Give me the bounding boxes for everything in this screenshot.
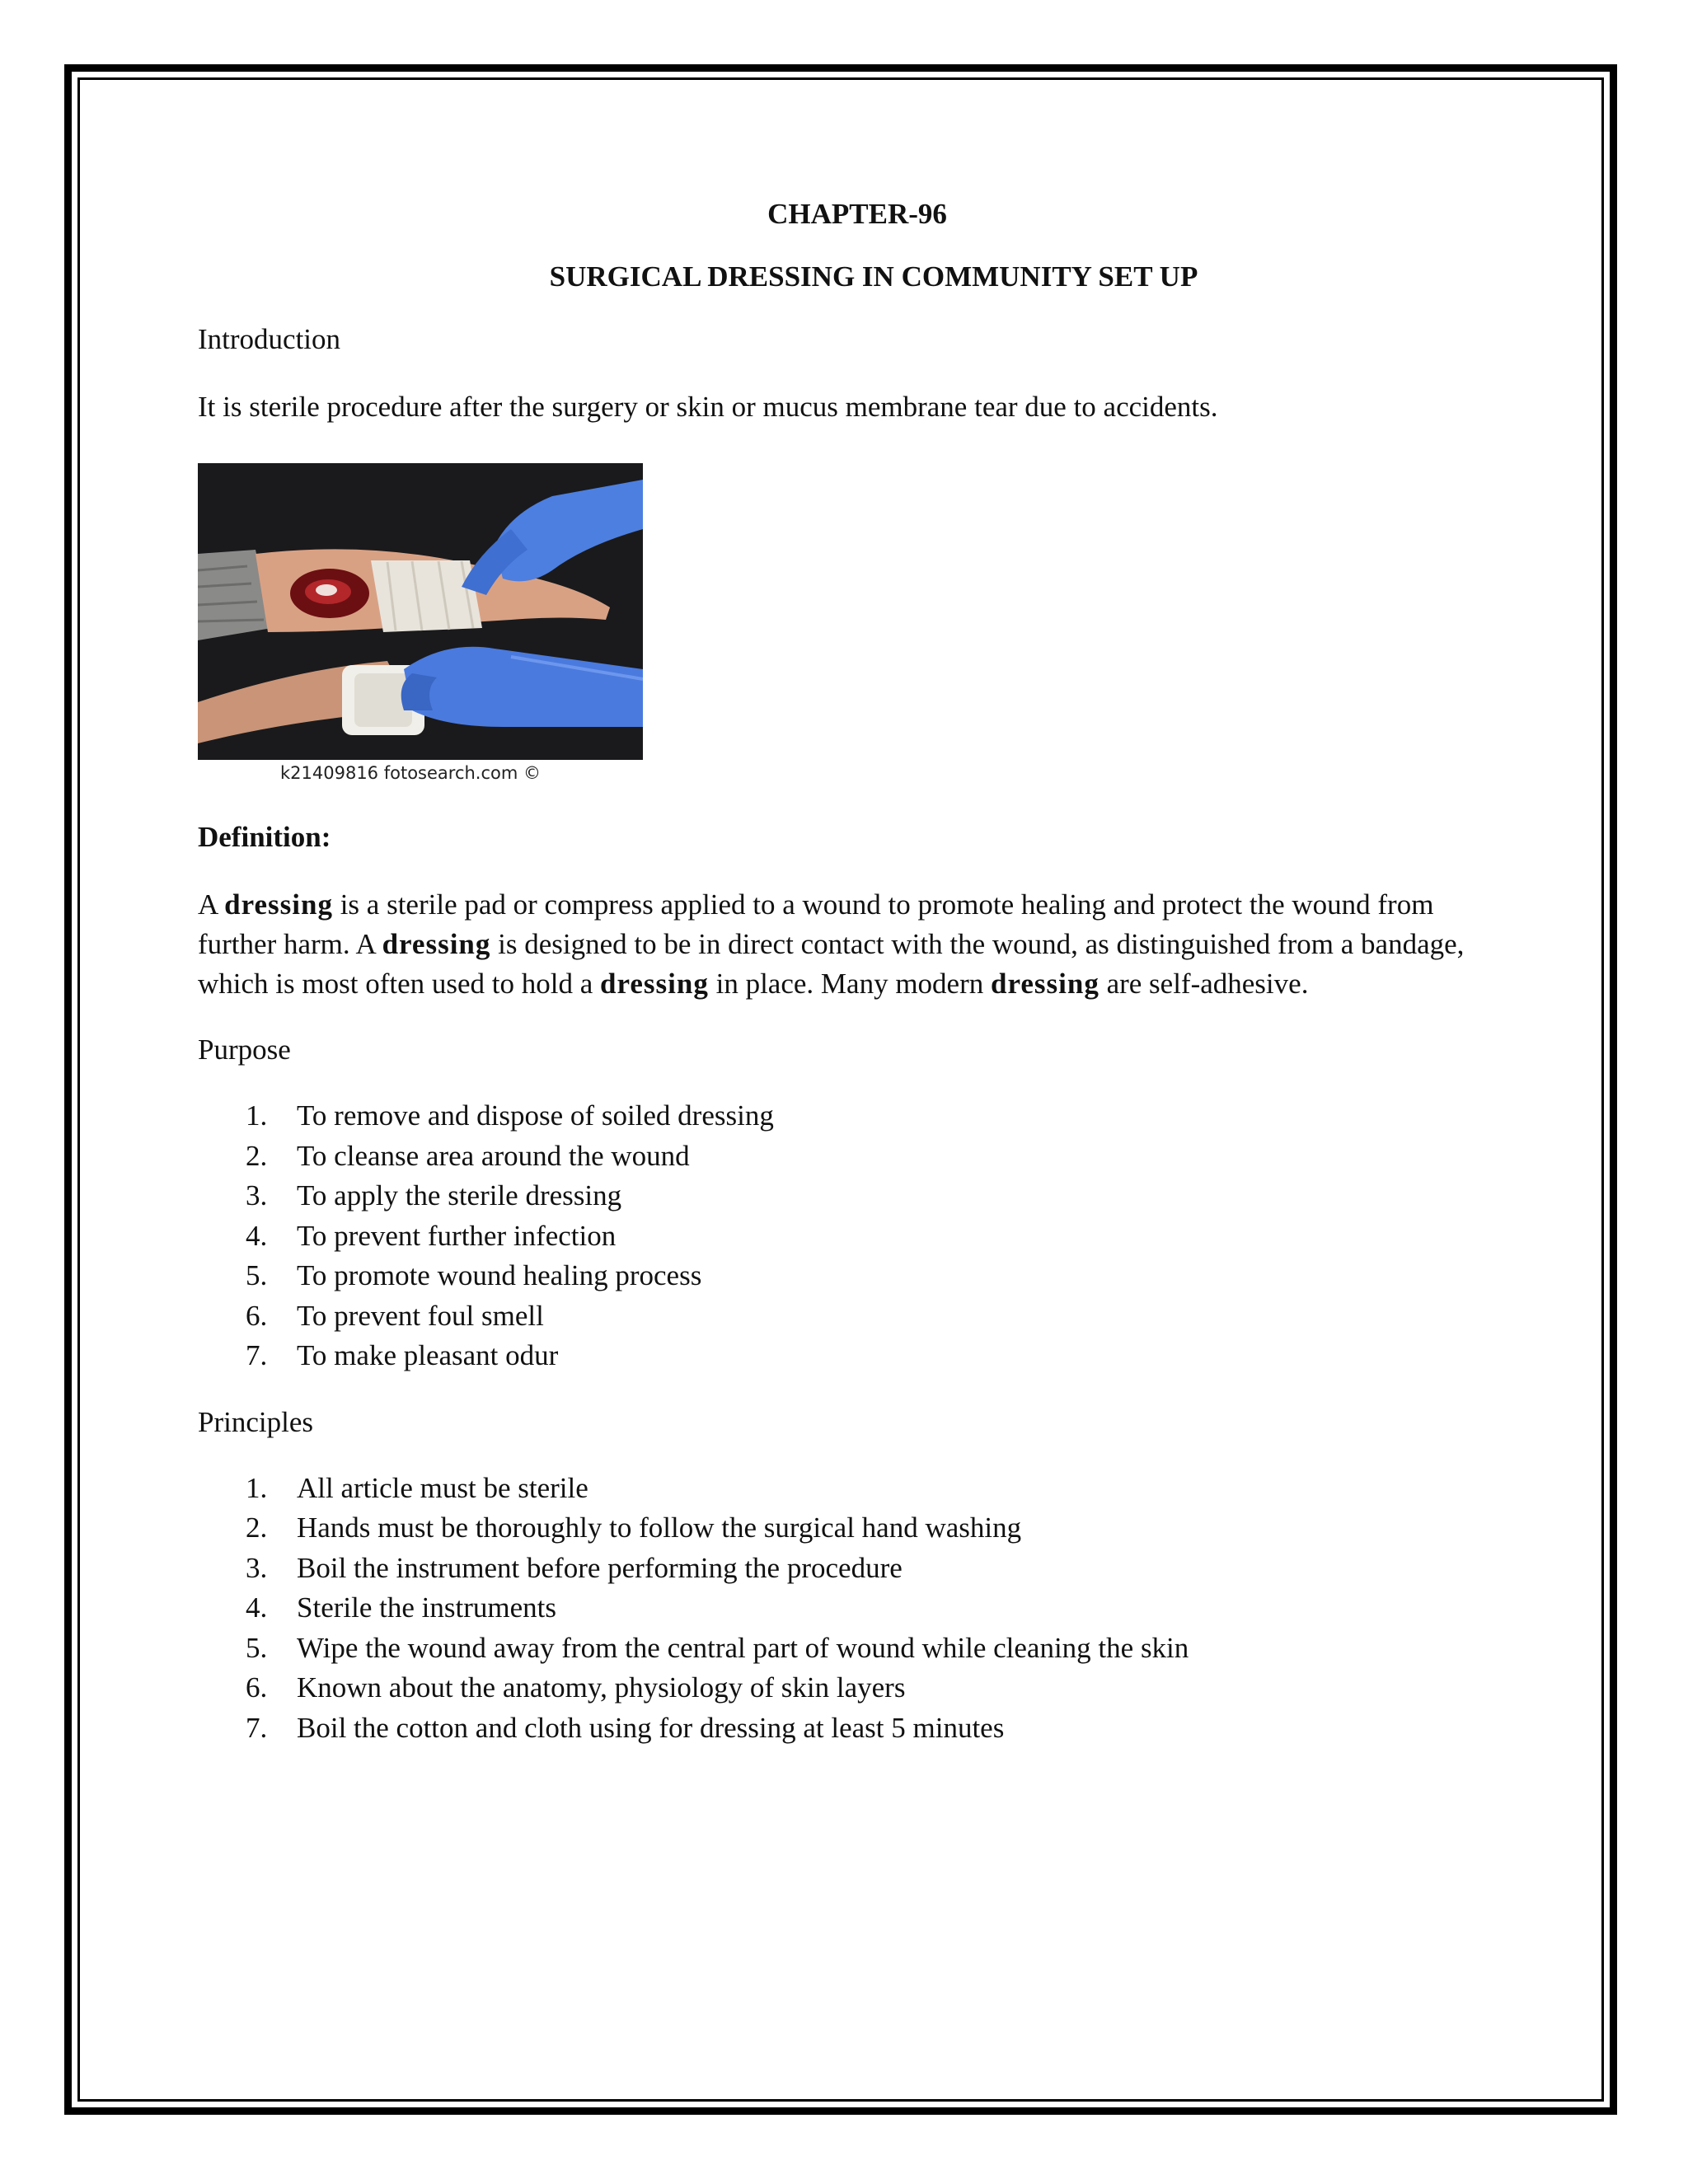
chapter-heading: CHAPTER-96 xyxy=(767,198,947,230)
list-number: 3. xyxy=(246,1551,268,1584)
list-number: 6. xyxy=(246,1299,268,1332)
list-item-text: Boil the cotton and cloth using for dressing at least 5 minutes xyxy=(297,1711,1005,1744)
list-item-text: Wipe the wound away from the central part of wound while cleaning the skin xyxy=(297,1631,1189,1664)
list-number: 5. xyxy=(246,1631,268,1664)
definition-run: are self-adhesive. xyxy=(1099,968,1309,1000)
list-item xyxy=(198,1216,1517,1257)
list-item-text: To remove and dispose of soiled dressing xyxy=(297,1099,774,1132)
list-number: 7. xyxy=(246,1711,268,1744)
list-number: 3. xyxy=(246,1179,268,1212)
list-item xyxy=(198,1137,1517,1177)
list-item-text: To promote wound healing process xyxy=(297,1259,702,1291)
chapter-title: SURGICAL DRESSING IN COMMUNITY SET UP xyxy=(549,260,1198,293)
bold-term: dressing xyxy=(382,928,491,960)
list-item xyxy=(198,1708,1517,1749)
list-item xyxy=(198,1256,1517,1296)
list-number: 6. xyxy=(246,1671,268,1704)
list-item-text: Hands must be thoroughly to follow the surgical hand washing xyxy=(297,1511,1022,1544)
definition-run: in place. Many modern xyxy=(708,968,991,1000)
list-item xyxy=(198,1629,1517,1669)
bold-term: dressing xyxy=(600,968,709,1000)
list-item-text: To apply the sterile dressing xyxy=(297,1179,622,1212)
list-item xyxy=(198,1668,1517,1708)
dressing-figure xyxy=(198,463,647,788)
image-caption: k21409816 fotosearch.com © xyxy=(280,763,542,783)
introduction-heading: Introduction xyxy=(198,323,341,355)
list-item-text: Sterile the instruments xyxy=(297,1591,556,1624)
list-item-text: To cleanse area around the wound xyxy=(297,1139,690,1172)
list-number: 7. xyxy=(246,1339,268,1371)
list-number: 2. xyxy=(246,1511,268,1544)
list-item xyxy=(198,1176,1517,1216)
list-item xyxy=(198,1588,1517,1629)
bandaging-photo xyxy=(198,463,643,760)
introduction-text: It is sterile procedure after the surgery or skin or mucus membrane tear due to accidents. xyxy=(198,391,1218,423)
list-item-text: All article must be sterile xyxy=(297,1471,588,1504)
page-content xyxy=(198,190,1517,1748)
list-item xyxy=(198,1469,1517,1509)
list-number: 2. xyxy=(246,1139,268,1172)
definition-heading: Definition: xyxy=(198,821,331,853)
list-number: 5. xyxy=(246,1259,268,1291)
list-item xyxy=(198,1096,1517,1137)
principles-heading: Principles xyxy=(198,1405,313,1438)
purpose-heading: Purpose xyxy=(198,1033,291,1066)
definition-text xyxy=(198,885,1500,1004)
list-item xyxy=(198,1549,1517,1589)
definition-run: A xyxy=(198,888,225,921)
list-item-text: To make pleasant odur xyxy=(297,1339,559,1371)
list-item xyxy=(198,1336,1517,1376)
principles-list xyxy=(198,1469,1517,1749)
bold-term: dressing xyxy=(990,968,1100,1000)
list-item-text: To prevent further infection xyxy=(297,1219,617,1252)
bandaging-illustration xyxy=(198,463,643,760)
list-item xyxy=(198,1296,1517,1337)
list-item-text: To prevent foul smell xyxy=(297,1299,544,1332)
list-number: 4. xyxy=(246,1219,268,1252)
definition-run: is designed to be in direct contact with the wound, as distinguished from a bandage, which is most often used to hold a xyxy=(198,928,1465,1000)
list-item-text: Boil the instrument before performing the procedure xyxy=(297,1551,903,1584)
list-item-text: Known about the anatomy, physiology of skin layers xyxy=(297,1671,906,1704)
definition-run: is a sterile pad or compress applied to a wound to promote healing and protect the wound from further harm. A xyxy=(198,888,1434,960)
list-number: 1. xyxy=(246,1471,268,1504)
bold-term: dressing xyxy=(224,888,333,921)
list-number: 4. xyxy=(246,1591,268,1624)
list-number: 1. xyxy=(246,1099,268,1132)
list-item xyxy=(198,1508,1517,1549)
purpose-list xyxy=(198,1096,1517,1376)
